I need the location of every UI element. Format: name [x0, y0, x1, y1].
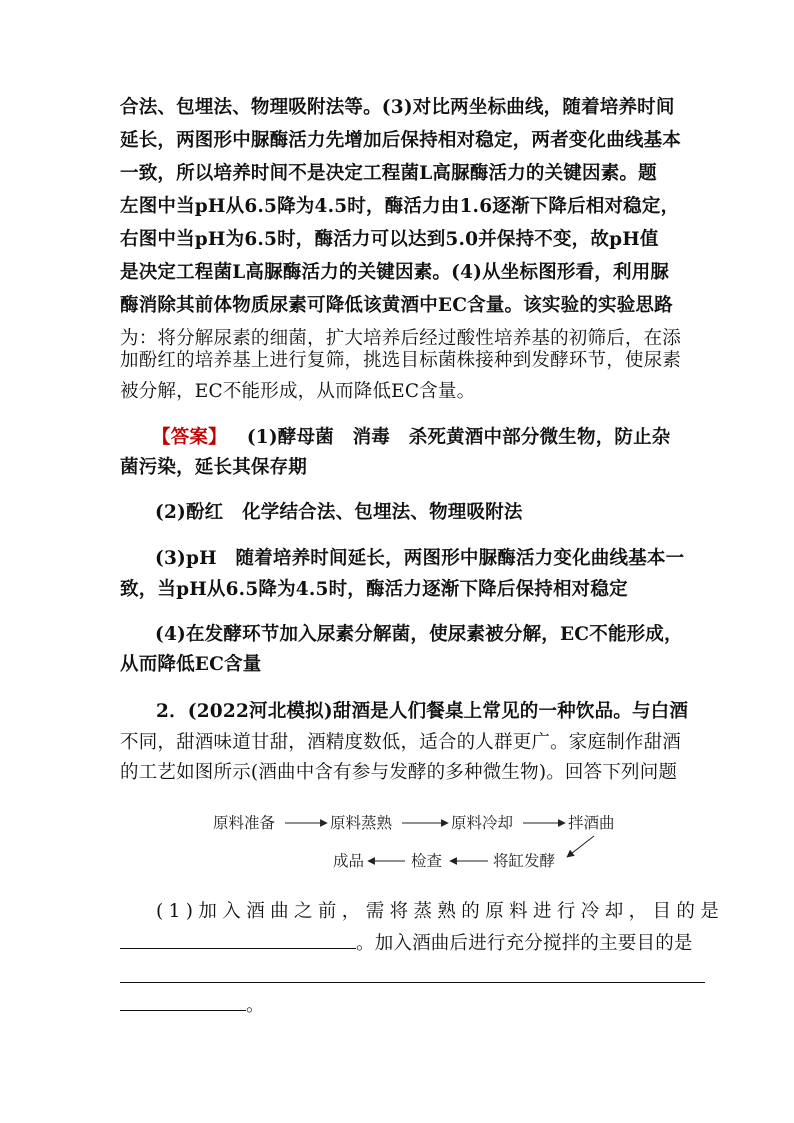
paragraph-line: 为：将分解尿素的细菌，扩大培养后经过酸性培养基的初筛后，在添 — [120, 328, 682, 349]
answer-line — [152, 423, 671, 453]
paragraph-line: 一致，所以培养时间不是决定工程菌L高脲酶活力的关键因素。题 — [120, 163, 657, 184]
paragraph-line: 被分解，EC不能形成，从而降低EC含量。 — [120, 381, 476, 402]
flow-step-2: 原料蒸熟 — [330, 814, 393, 832]
answer-line: 菌污染，延长其保存期 — [120, 457, 308, 478]
flow-step-4: 拌酒曲 — [568, 814, 615, 832]
answer-blank[interactable] — [120, 990, 246, 1011]
answer-part3: (3)pH 随着培养时间延长，两图形中脲酶活力变化曲线基本一 — [155, 548, 685, 569]
answer-part4: (4)在发酵环节加入尿素分解菌，使尿素被分解，EC不能形成， — [155, 624, 683, 645]
flow-step-5: 将缸发酵 — [493, 852, 556, 870]
question-line: 不同，甜酒味道甘甜，酒精度数低，适合的人群更广。家庭制作甜酒 — [120, 732, 682, 753]
answer-part1: (1)酵母菌 消毒 杀死黄酒中部分微生物，防止杂 — [246, 427, 671, 448]
flow-step-6: 检查 — [411, 852, 443, 870]
question-line: 。 — [120, 990, 265, 1021]
flow-step-1: 原料准备 — [213, 814, 276, 832]
question-2-stem: 2．(2022河北模拟)甜酒是人们餐桌上常见的一种饮品。与白酒 — [156, 701, 689, 722]
answer-part2: (2)酚红 化学结合法、包埋法、物理吸附法 — [155, 502, 523, 523]
paragraph-line: 延长，两图形中脲酶活力先增加后保持相对稳定，两者变化曲线基本 — [120, 130, 682, 151]
subquestion-1-stem: (1)加入酒曲之前，需将蒸熟的原料进行冷却，目的是 — [156, 901, 725, 922]
question-line: 的工艺如图所示(酒曲中含有参与发酵的多种微生物)。回答下列问题 — [120, 762, 678, 783]
arrow-icon — [567, 836, 594, 857]
paragraph-line: 左图中当pH从6.5降为4.5时，酶活力由1.6逐渐下降后相对稳定， — [120, 196, 680, 217]
flow-step-3: 原料冷却 — [451, 814, 514, 832]
answer-line: 从而降低EC含量 — [120, 654, 262, 675]
paragraph-line: 右图中当pH为6.5时，酶活力可以达到5.0并保持不变，故pH值 — [120, 229, 659, 250]
answer-blank[interactable] — [120, 928, 356, 949]
flow-step-7: 成品 — [333, 852, 365, 870]
answer-tag: 【答案】 — [152, 427, 227, 448]
question-line: 。加入酒曲后进行充分搅拌的主要目的是 — [120, 928, 693, 959]
answer-line: 致，当pH从6.5降为4.5时，酶活力逐渐下降后保持相对稳定 — [120, 579, 628, 600]
answer-blank[interactable] — [120, 982, 705, 983]
paragraph-line: 是决定工程菌L高脲酶活力的关键因素。(4)从坐标图形看，利用脲 — [120, 262, 670, 283]
paragraph-line: 加酚红的培养基上进行复筛，挑选目标菌株接种到发酵环节，使尿素 — [120, 350, 682, 371]
paragraph-line: 酶消除其前体物质尿素可降低该黄酒中EC含量。该实验的实验思路 — [120, 295, 673, 316]
paragraph-line: 合法、包埋法、物理吸附法等。(3)对比两坐标曲线，随着培养时间 — [120, 97, 675, 118]
